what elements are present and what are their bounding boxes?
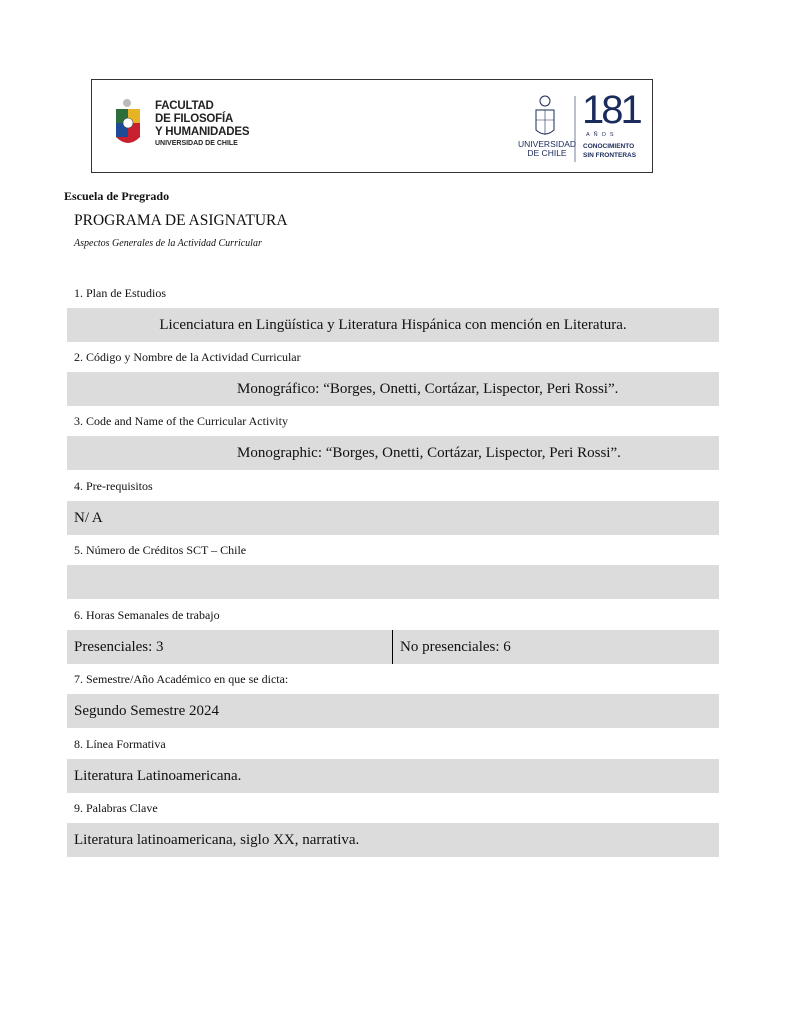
section-label-palabras: 9. Palabras Clave <box>74 801 158 815</box>
section-value-presenciales: Presenciales: 3 <box>67 630 392 664</box>
section-value-semestre: Segundo Semestre 2024 <box>67 694 719 728</box>
program-title: PROGRAMA DE ASIGNATURA <box>74 212 288 229</box>
section-value-linea: Literatura Latinoamericana. <box>67 759 719 793</box>
section-value-plan: Licenciatura en Lingüística y Literatura Hispánica con mención en Literatura. <box>67 308 719 342</box>
anniversary-word: AÑOS <box>586 132 618 138</box>
section-label-prerequisitos: 4. Pre-requisitos <box>74 479 153 493</box>
header-logos-box <box>91 79 653 173</box>
section-label-semestre: 7. Semestre/Año Académico en que se dicta: <box>74 672 289 686</box>
section-label-horas: 6. Horas Semanales de trabajo <box>74 608 220 622</box>
section-value-no-presenciales: No presenciales: 6 <box>393 630 719 664</box>
faculty-name: FACULTAD DE FILOSOFÍA Y HUMANIDADES UNIVERSIDAD DE CHILE <box>155 100 250 147</box>
section-value-palabras: Literatura latinoamericana, siglo XX, narrativa. <box>67 823 719 857</box>
section-value-codigo: Monográfico: “Borges, Onetti, Cortázar, Lispector, Peri Rossi”. <box>67 372 719 406</box>
section-label-codigo: 2. Código y Nombre de la Actividad Curricular <box>74 350 301 364</box>
anniversary-slogan: CONOCIMIENTO SIN FRONTERAS <box>583 143 637 159</box>
university-name: UNIVERSIDAD DE CHILE <box>517 139 577 158</box>
section-label-plan: 1. Plan de Estudios <box>74 286 166 300</box>
section-value-prerequisitos: N/ A <box>67 501 719 535</box>
anniversary-number: 181 <box>582 88 640 132</box>
section-label-linea: 8. Línea Formativa <box>74 737 166 751</box>
school-name: Escuela de Pregrado <box>64 189 170 203</box>
section-label-code: 3. Code and Name of the Curricular Activity <box>74 414 288 428</box>
section-value-code: Monographic: “Borges, Onetti, Cortázar, Lispector, Peri Rossi”. <box>67 436 719 470</box>
program-subtitle: Aspectos Generales de la Actividad Curricular <box>74 238 262 249</box>
section-value-creditos <box>67 565 719 599</box>
section-label-creditos: 5. Número de Créditos SCT – Chile <box>74 543 247 557</box>
